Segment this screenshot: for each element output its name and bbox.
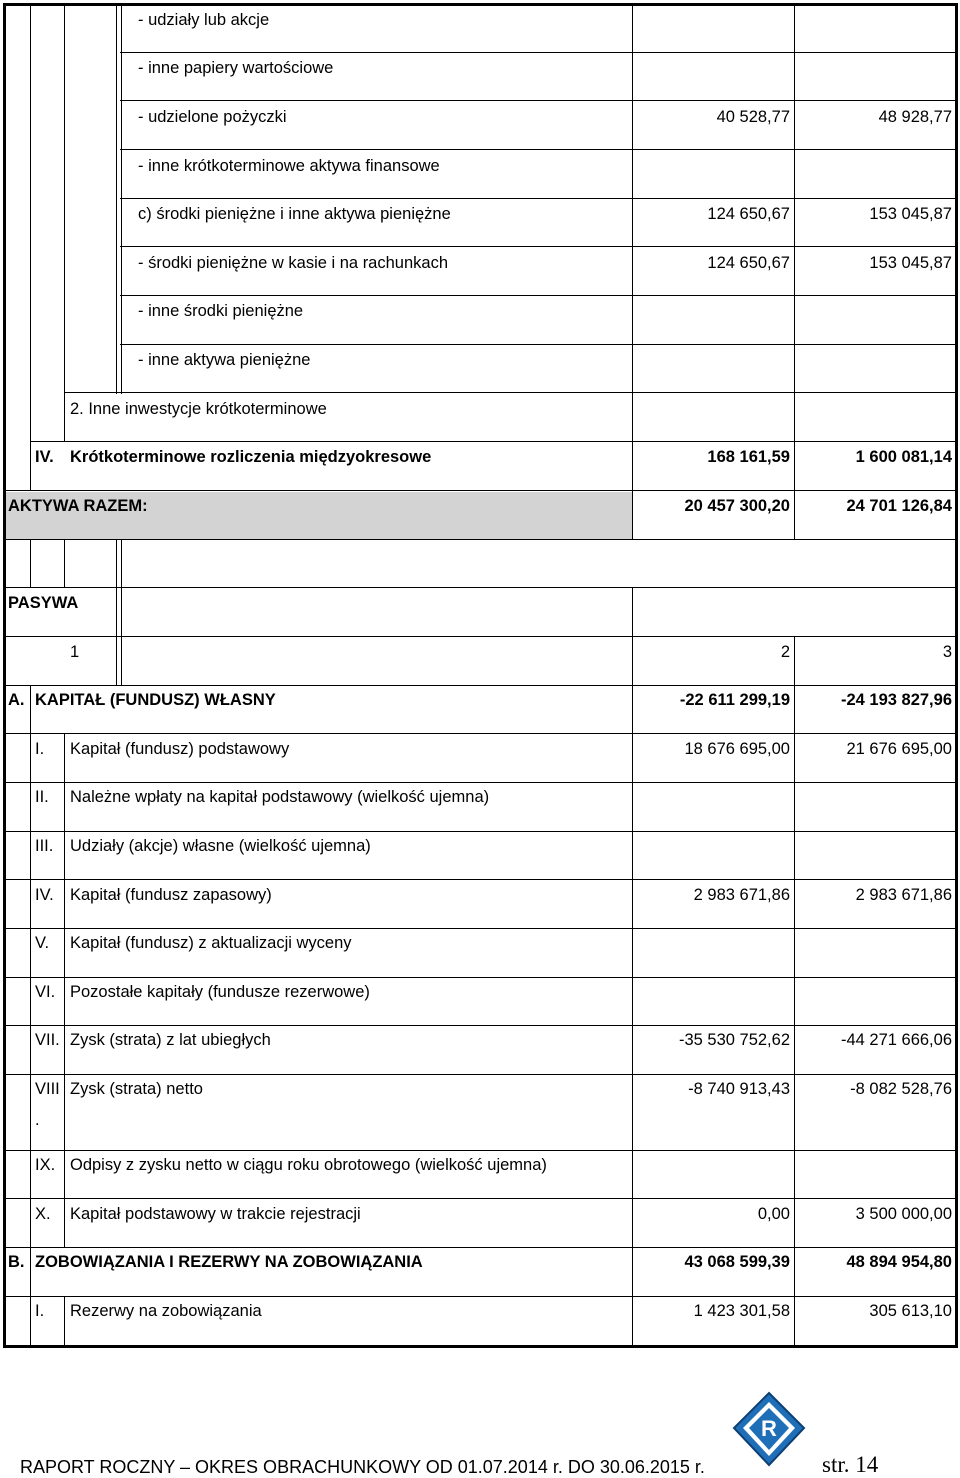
table-left-border (3, 3, 6, 1348)
row-line (4, 539, 956, 540)
col-line (30, 685, 31, 1346)
row-number: II. (35, 788, 49, 806)
row-label: - udzielone pożyczki (138, 108, 287, 126)
row-label: ZOBOWIĄZANIA I REZERWY NA ZOBOWIĄZANIA (35, 1253, 423, 1271)
row-number: VII. (35, 1031, 60, 1049)
row-number: VIII (35, 1080, 60, 1098)
row-number: IX. (35, 1156, 56, 1174)
col-line (632, 588, 633, 685)
row-line (4, 928, 956, 929)
value-cell: 153 045,87 (869, 254, 952, 272)
row-label: Pozostałe kapitały (fundusze rezerwowe) (70, 983, 370, 1001)
row-label: - inne środki pieniężne (138, 302, 304, 320)
value-cell: -24 193 827,96 (840, 691, 952, 709)
col-line (794, 4, 795, 540)
value-cell: 124 650,67 (707, 254, 790, 272)
row-number: I. (35, 1302, 45, 1320)
col-line (64, 1296, 65, 1346)
value-cell: 305 613,10 (869, 1302, 952, 1320)
row-line (4, 977, 956, 978)
value-cell: -22 611 299,19 (679, 691, 790, 709)
row-line (4, 1296, 956, 1297)
row-label: - inne krótkoterminowe aktywa finansowe (138, 157, 440, 175)
total-assets-label: AKTYWA RAZEM: (8, 497, 148, 515)
column-number-2: 2 (780, 643, 790, 661)
row-line (120, 295, 956, 296)
value-cell: 43 068 599,39 (684, 1253, 790, 1271)
row-line (4, 490, 956, 491)
value-cell: 1 600 081,14 (855, 448, 952, 466)
row-line (120, 52, 956, 53)
row-line (4, 1025, 956, 1026)
row-line (4, 831, 956, 832)
row-label: Zysk (strata) z lat ubiegłych (70, 1031, 271, 1049)
row-line (4, 636, 956, 637)
col-line (64, 4, 65, 442)
row-label: - inne papiery wartościowe (138, 59, 334, 77)
row-line (4, 879, 956, 880)
col-line (794, 636, 795, 685)
total-assets-value-2: 24 701 126,84 (846, 497, 952, 515)
value-cell: -8 740 913,43 (688, 1080, 790, 1098)
row-label: 2. Inne inwestycje krótkoterminowe (70, 400, 327, 418)
row-line (4, 1247, 956, 1248)
col-line (30, 540, 31, 588)
row-number: III. (35, 837, 54, 855)
row-line (120, 149, 956, 150)
value-cell: 168 161,59 (707, 448, 790, 466)
col-line (116, 4, 117, 394)
value-cell: 153 045,87 (869, 205, 952, 223)
row-line (120, 198, 956, 199)
col-line (30, 4, 31, 491)
footer-report-title: RAPORT ROCZNY – OKRES OBRACHUNKOWY OD 01.07.2014 r. DO 30.06.2015 r. (20, 1457, 705, 1477)
value-cell: 2 983 671,86 (693, 886, 790, 904)
row-number: X. (35, 1205, 51, 1223)
table-top-border (3, 3, 958, 6)
row-number: IV. (35, 448, 54, 466)
col-line (794, 685, 795, 1346)
col-line (116, 540, 117, 685)
pasywa-heading: PASYWA (8, 594, 79, 612)
row-line (4, 685, 956, 686)
value-cell: 3 500 000,00 (855, 1205, 952, 1223)
value-cell: 124 650,67 (707, 205, 790, 223)
col-line (64, 733, 65, 1248)
row-label: Należne wpłaty na kapitał podstawowy (wielkość ujemna) (70, 788, 490, 806)
row-number: VI. (35, 983, 56, 1001)
row-label: Odpisy z zysku netto w ciągu roku obrotowego (wielkość ujemna) (70, 1156, 547, 1174)
value-cell: 21 676 695,00 (846, 740, 952, 758)
table-right-border (955, 3, 958, 1348)
row-label: Kapitał (fundusz) podstawowy (70, 740, 290, 758)
row-label: Kapitał (fundusz) z aktualizacji wyceny (70, 934, 352, 952)
row-line (4, 1150, 956, 1151)
row-line (4, 1074, 956, 1075)
col-line (632, 685, 633, 1346)
row-label: Zysk (strata) netto (70, 1080, 203, 1098)
column-number-1: 1 (70, 643, 80, 661)
row-number: A. (8, 691, 25, 709)
row-label: Kapitał podstawowy w trakcie rejestracji (70, 1205, 361, 1223)
row-label: KAPITAŁ (FUNDUSZ) WŁASNY (35, 691, 276, 709)
row-line (4, 782, 956, 783)
col-line (121, 4, 122, 394)
club-logo (730, 1390, 808, 1468)
row-label: - udziały lub akcje (138, 11, 270, 29)
row-number-continuation: . (35, 1111, 40, 1129)
row-label: Krótkoterminowe rozliczenia międzyokresowe (70, 448, 432, 466)
row-line (120, 344, 956, 345)
row-label: Kapitał (fundusz zapasowy) (70, 886, 272, 904)
row-label: - inne aktywa pieniężne (138, 351, 311, 369)
value-cell: 0,00 (757, 1205, 790, 1223)
table-bottom-border (3, 1345, 958, 1348)
total-assets-value-1: 20 457 300,20 (684, 497, 790, 515)
row-label: Rezerwy na zobowiązania (70, 1302, 262, 1320)
row-number: B. (8, 1253, 25, 1271)
row-label: Udziały (akcje) własne (wielkość ujemna) (70, 837, 371, 855)
row-number: V. (35, 934, 50, 952)
value-cell: 40 528,77 (716, 108, 790, 126)
value-cell: 48 894 954,80 (846, 1253, 952, 1271)
row-line (30, 441, 956, 442)
row-line (64, 392, 956, 393)
value-cell: -8 082 528,76 (850, 1080, 952, 1098)
value-cell: -44 271 666,06 (840, 1031, 952, 1049)
value-cell: 2 983 671,86 (855, 886, 952, 904)
row-line (120, 100, 956, 101)
value-cell: 1 423 301,58 (693, 1302, 790, 1320)
svg-text:R: R (761, 1416, 777, 1441)
row-line (120, 246, 956, 247)
row-line (4, 733, 956, 734)
column-number-3: 3 (942, 643, 952, 661)
value-cell: 18 676 695,00 (684, 740, 790, 758)
row-label: - środki pieniężne w kasie i na rachunkach (138, 254, 448, 272)
page-number: str. 14 (822, 1452, 879, 1477)
row-line (4, 587, 956, 588)
col-line (632, 4, 633, 540)
value-cell: 48 928,77 (878, 108, 952, 126)
row-number: I. (35, 740, 45, 758)
col-line (121, 540, 122, 685)
col-line (64, 540, 65, 588)
value-cell: -35 530 752,62 (678, 1031, 790, 1049)
row-line (4, 1198, 956, 1199)
row-label: c) środki pieniężne i inne aktywa pieniężne (138, 205, 451, 223)
row-number: IV. (35, 886, 54, 904)
